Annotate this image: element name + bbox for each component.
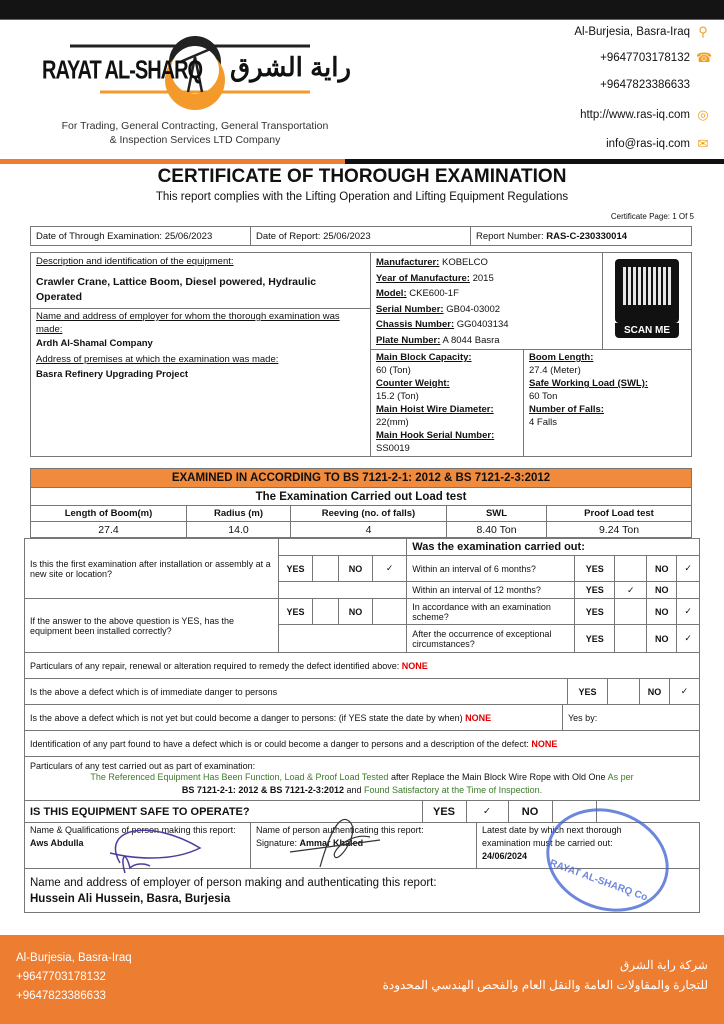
test-particulars: Particulars of any test carried out as part of examination: The Referenced Equipment Has Been Function, Load & Proof Load Tested after Replace the Main Block Wire Rope with Old One As per BS 7121-2-1: 2012 & BS 7121-2-3:2012 and Found Satisfactory at the Time of Inspection.	[25, 757, 700, 801]
exam-date: Date of Through Examination: 25/06/2023	[31, 227, 251, 246]
website-link[interactable]: http://www.ras-iq.com	[580, 109, 690, 121]
footer	[0, 935, 724, 1024]
company-stamp: RAYAT AL-SHARQ Co.	[532, 792, 684, 929]
safe-yes-box[interactable]: ✓	[466, 801, 508, 823]
future-danger-row: Is the above a defect which is not yet but could become a danger to persons: (if YES state the date by when) NONE Yes by:	[25, 705, 700, 731]
logo-text-ar: راية الشرق	[230, 52, 352, 82]
footer-arabic-description: للتجارة والمقاولات العامة والنقل العام والفحص الهندسي المحدودة	[382, 978, 708, 992]
immediate-danger-row: Is the above a defect which is of immediate danger to persons YES NO ✓	[25, 679, 700, 705]
employer-of-person: Name and address of employer of person making and authenticating this report: Hussein Ali Hussein, Basra, Burjesia	[25, 869, 700, 913]
spec-plate: Plate Number: A 8044 Basra	[376, 334, 500, 346]
next-exam-date: Latest date by which next thorough examination must be carried out: 24/06/2024	[477, 823, 700, 869]
phone-text: +9647823386633	[600, 79, 690, 91]
phone-text: +9647703178132	[600, 52, 690, 64]
footer-phone-2: +9647823386633	[16, 990, 106, 1002]
spec-manufacturer: Manufacturer: KOBELCO	[376, 257, 488, 268]
equipment-section	[30, 252, 692, 457]
contact-address	[574, 25, 710, 39]
equipment-description: Description and identification of the equipment: Crawler Crane, Lattice Boom, Diesel powered, Hydraulic Operated	[31, 253, 371, 309]
company-logo	[30, 22, 360, 154]
contact-website[interactable]	[580, 108, 710, 122]
c4-yes-box[interactable]	[615, 625, 647, 653]
carried-out-heading: Was the examination carried out:	[407, 539, 700, 556]
q2-no-box[interactable]	[373, 599, 407, 625]
report-number: Report Number: RAS-C-230330014	[471, 227, 692, 246]
spec-chassis: Chassis Number: GG0403134	[376, 319, 509, 330]
question-first-exam: Is this the first examination after installation or assembly at a new site or location?	[25, 539, 279, 599]
equipment-specs	[371, 253, 692, 350]
spec-year: Year of Manufacture: 2015	[376, 272, 494, 284]
contact-email[interactable]	[606, 137, 710, 151]
c3-no-box[interactable]: ✓	[677, 599, 700, 625]
report-maker: Name & Qualifications of person making this report: Aws Abdulla	[25, 823, 251, 869]
page-title: CERTIFICATE OF THOROUGH EXAMINATION	[157, 166, 567, 187]
c1-no-box[interactable]: ✓	[677, 556, 700, 582]
c1-yes-box[interactable]	[615, 556, 647, 582]
spec-serial: Serial Number: GB04-03002	[376, 303, 501, 315]
signature-authenticator	[280, 812, 400, 872]
page-subtitle: This report complies with the Lifting Operation and Lifting Equipment Regulations	[155, 191, 569, 203]
examination-questions: Is this the first examination after installation or assembly at a new site or location? Was the examination carried out: YES NO ✓ Within an interval of 6 months? YES NO ✓ Within an interval of 12 months? YES ✓ NO If the answer to the above question is YES, has the equipment been installed correctly? YES NO In accordance with an examination scheme? YES NO ✓ After the occurrence of exceptional circumstances? YES NO ✓ Particulars of any repair, renewal or alteration required to remedy the defect identified above: NONE Is the above a defect which is of immediate danger to persons YES NO ✓ Is the above a defect which is not yet but could become a danger to persons: (if YES state the date by when) NONE Yes by: Identification of any part found to have a defect which is or could become a danger to persons and a description of the defect: NONE Particulars of any test carried out as part of examination: The Referenced Equipment Has Been Function, Load & Proof Load Tested after Replace the Main Block Wire Rope with Old One As per BS 7121-2-1: 2012 & BS 7121-2-3:2012 and Found Satisfactory at the Time of Inspection. IS THIS EQUIPMENT SAFE TO OPERATE? YES ✓ NO Name & Qualifications of person making this report: Aws Abdulla Name of person authenticating this report: Signature: Ammar Khaled Latest date by which next thorough examination must be carried out: 24/06/2024 Name and address of employer of person making and authenticating this report: Hussein Ali Hussein, Basra, Burjesia	[24, 538, 700, 913]
certificate-page: Certificate Page: 1 Of 5	[610, 212, 694, 221]
q1-no-box[interactable]: ✓	[373, 556, 407, 582]
immediate-no-box[interactable]: ✓	[670, 679, 700, 705]
tagline-2: & Inspection Services LTD Company	[109, 134, 281, 146]
q2-yes-box[interactable]	[313, 599, 339, 625]
report-date: Date of Report: 25/06/2023	[251, 227, 471, 246]
signature-maker	[90, 818, 210, 878]
dates-row	[30, 226, 692, 246]
location-pin-icon: ⚲	[698, 24, 708, 39]
c2-no-box[interactable]	[677, 582, 700, 599]
footer-address: Al-Burjesia, Basra-Iraq	[16, 952, 132, 964]
qr-code-cell[interactable]	[602, 253, 691, 349]
safe-to-operate-row: IS THIS EQUIPMENT SAFE TO OPERATE? YES ✓ NO	[25, 801, 701, 823]
qr-code[interactable]	[615, 259, 679, 323]
contact-phone-2	[600, 79, 690, 91]
black-divider	[345, 159, 724, 164]
orange-divider	[0, 159, 345, 164]
globe-icon: ◎	[697, 107, 709, 122]
email-link[interactable]: info@ras-iq.com	[606, 138, 690, 150]
footer-arabic-name: شركة راية الشرق	[619, 958, 708, 972]
standard-heading: EXAMINED IN ACCORDING TO BS 7121-2-1: 2012 & BS 7121-2-3:2012	[31, 469, 692, 488]
question-installed-correctly: If the answer to the above question is YES, has the equipment been installed correctly?	[25, 599, 279, 653]
envelope-icon: ✉	[697, 136, 709, 151]
boom-specs: Boom Length: 27.4 (Meter) Safe Working Load (SWL): 60 Ton Number of Falls: 4 Falls	[524, 350, 692, 457]
top-bar	[0, 0, 724, 20]
logo-text-en: RAYAT AL-SHARQ	[42, 56, 203, 86]
repair-row: Particulars of any repair, renewal or alteration required to remedy the defect identified above: NONE	[25, 653, 700, 679]
c4-no-box[interactable]: ✓	[677, 625, 700, 653]
address-text: Al-Burjesia, Basra-Iraq	[574, 26, 690, 38]
identification-row: Identification of any part found to have a defect which is or could become a danger to persons and a description of the defect: NONE	[25, 731, 700, 757]
scan-me-label: SCAN ME	[615, 323, 679, 338]
capacity-specs: Main Block Capacity: 60 (Ton) Counter Weight: 15.2 (Ton) Main Hoist Wire Diameter: 22(mm) Main Hook Serial Number: SS0019	[371, 350, 524, 457]
q1-yes-box[interactable]	[313, 556, 339, 582]
c2-yes-box[interactable]: ✓	[615, 582, 647, 599]
load-test-headers: Length of Boom(m) Radius (m) Reeving (no. of falls) SWL Proof Load test	[31, 506, 692, 522]
footer-phone-1: +9647703178132	[16, 971, 106, 983]
contact-phone-1	[600, 50, 713, 65]
phone-icon: ☎	[696, 50, 713, 65]
employer-premises: Name and address of employer for whom the thorough examination was made: Ardh Al-Shamal Company Address of premises at which the examination was made: Basra Refinery Upgrading Project	[31, 309, 371, 457]
load-test-heading: The Examination Carried out Load test	[31, 488, 692, 506]
tagline-1: For Trading, General Contracting, General Transportation	[61, 120, 329, 132]
load-test-values: 27.4 14.0 4 8.40 Ton 9.24 Ton	[31, 522, 692, 538]
c3-yes-box[interactable]	[615, 599, 647, 625]
authenticator: Name of person authenticating this report: Signature: Ammar Khaled	[251, 823, 477, 869]
load-test-section	[30, 468, 692, 538]
spec-model: Model: CKE600-1F	[376, 288, 459, 299]
immediate-yes-box[interactable]	[608, 679, 640, 705]
